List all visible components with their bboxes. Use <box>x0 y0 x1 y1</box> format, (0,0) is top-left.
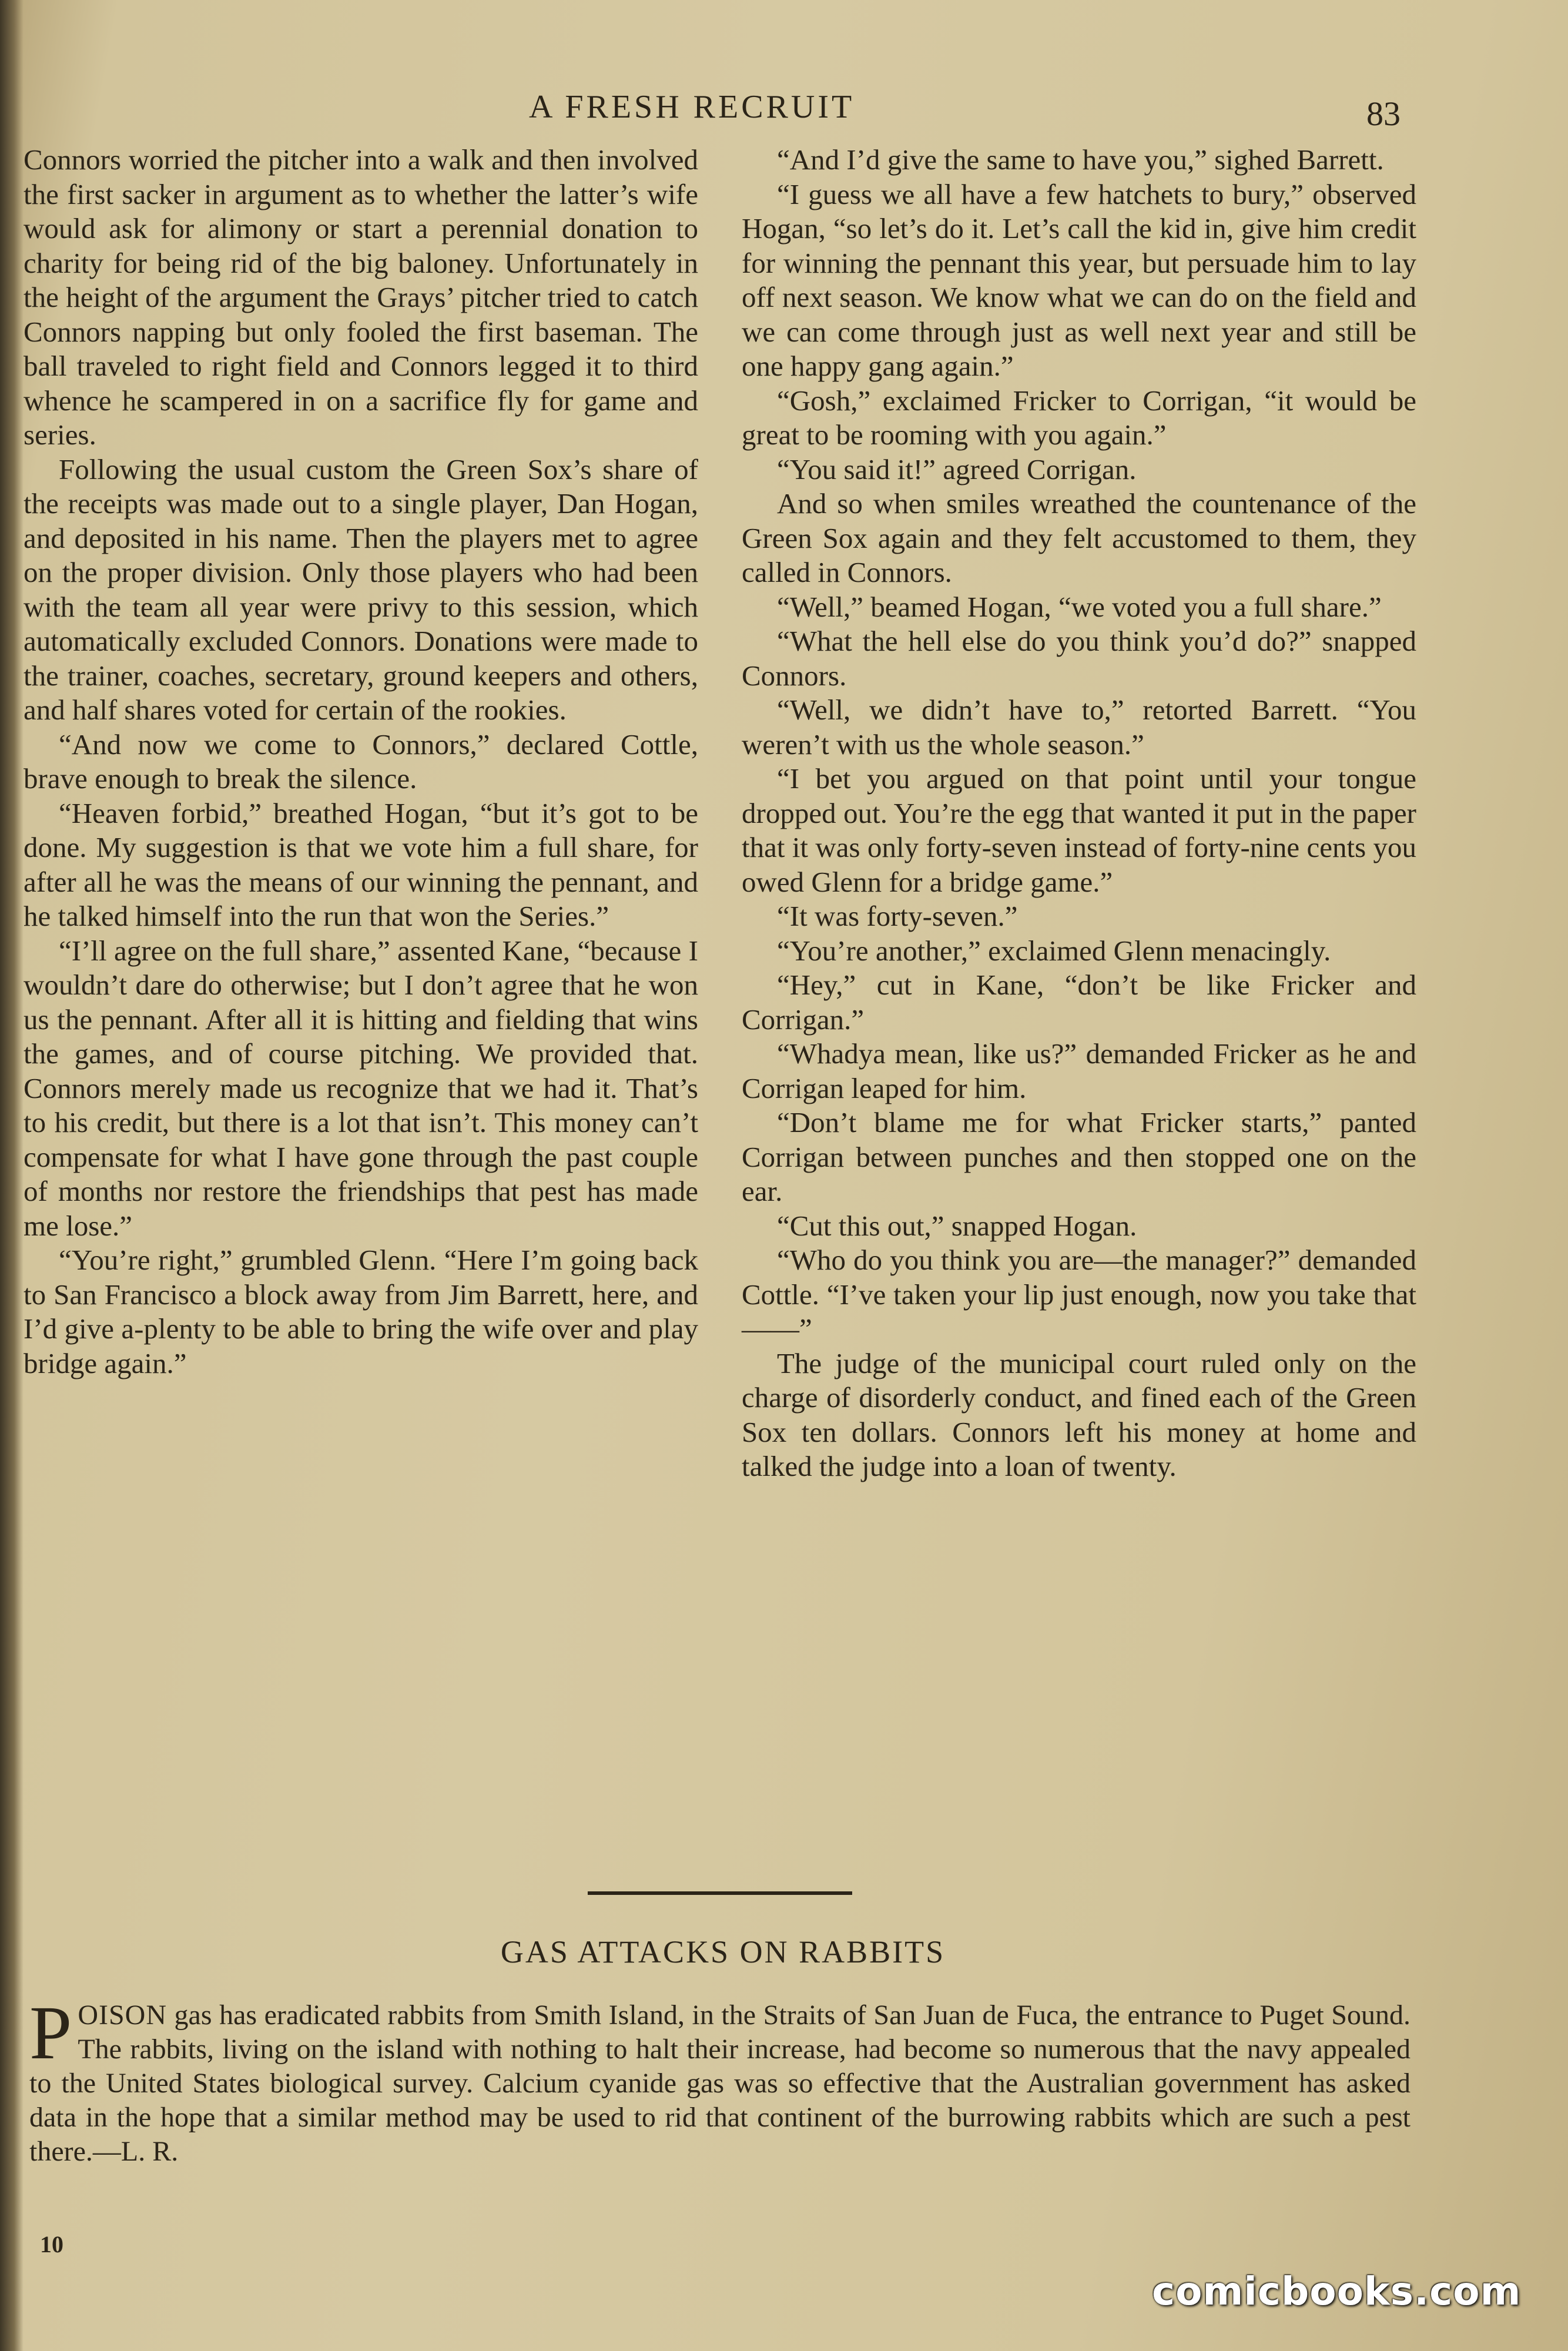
paragraph: “Cut this out,” snapped Hogan. <box>777 1209 1137 1242</box>
paragraph: “And I’d give the same to have you,” sighed Barrett. <box>777 143 1384 176</box>
article-title: GAS ATTACKS ON RABBITS <box>500 1934 946 1970</box>
page-number: 83 <box>1366 95 1401 133</box>
paragraph: Connors worried the pitcher into a walk and then involved the first sacker in argument as to whether the latter’s wife would ask for alimony or start a perennial donation to charity for being rid of the big baloney. Unfortunately in the height of the argument the Grays’ pitcher tried to catch Connors napping but only fooled the first baseman. The ball traveled to right field and Connors legged it to third whence he scampered in on a sacrifice fly for game and series. <box>24 143 698 451</box>
drop-cap: P <box>29 1991 72 2075</box>
article-text: gas has eradicated rabbits from Smith Island, in the Straits of San Juan de Fuca, the entrance to Puget Sound. The rabbits, living on the island with nothing to halt their increase, had become so numerous that the navy appealed to the United States biological survey. Calcium cyanide gas was so effective that the Australian government has asked data in the hope that a similar method may be used to rid that continent of the burrowing rabbits which are such a pest there.—L. R. <box>29 2000 1410 2167</box>
lead-in: OISON <box>78 2000 167 2031</box>
paragraph: “And now we come to Connors,” declared Cottle, brave enough to break the silence. <box>24 728 698 795</box>
paragraph: “Don’t blame me for what Fricker starts,” panted Corrigan between punches and then stopped one on the ear. <box>742 1106 1416 1207</box>
binding-shadow <box>0 0 24 2351</box>
story-title: A FRESH RECRUIT <box>529 89 855 125</box>
watermark: comicbooks.com <box>1152 2269 1522 2314</box>
article-body <box>29 1991 1410 2169</box>
paragraph: “What the hell else do you think you’d do?” snapped Connors. <box>742 625 1416 692</box>
paragraph: “Who do you think you are—the manager?” demanded Cottle. “I’ve taken your lip just enough, now you take that——” <box>742 1244 1416 1345</box>
paragraph: “Well, we didn’t have to,” retorted Barrett. “You weren’t with us the whole season.” <box>742 694 1416 761</box>
right-column <box>742 143 1416 1484</box>
paragraph: “I’ll agree on the full share,” assented Kane, “because I wouldn’t dare do otherwise; but I don’t agree that he won us the pennant. After all it is hitting and fielding that wins the games, and of course pitching. We provided that. Connors merely made us recognize that we had it. That’s to his credit, but there is a lot that isn’t. This money can’t compensate for what I have gone through the past couple of months nor restore the friendships that pest has made me lose.” <box>24 934 698 1242</box>
folio-mark: 10 <box>40 2231 63 2258</box>
paragraph: “Hey,” cut in Kane, “don’t be like Fricker and Corrigan.” <box>742 969 1416 1036</box>
paragraph: “It was forty-seven.” <box>777 900 1018 932</box>
paragraph: The judge of the municipal court ruled only on the charge of disorderly conduct, and fined each of the Green Sox ten dollars. Connors left his money at home and talked the judge into a loan of twenty. <box>742 1347 1416 1482</box>
paragraph: “You said it!” agreed Corrigan. <box>777 453 1137 485</box>
section-divider <box>588 1891 852 1895</box>
paragraph: “I bet you argued on that point until your tongue dropped out. You’re the egg that wanted it put in the paper that it was only forty-seven instead of forty-nine cents you owed Glenn for a bridge game.” <box>742 762 1416 898</box>
paragraph: “You’re another,” exclaimed Glenn menacingly. <box>777 934 1331 967</box>
paragraph: “Well,” beamed Hogan, “we voted you a full share.” <box>777 590 1382 623</box>
paragraph: “Whadya mean, like us?” demanded Fricker as he and Corrigan leaped for him. <box>742 1037 1416 1104</box>
left-column <box>24 143 698 1381</box>
paragraph: “Gosh,” exclaimed Fricker to Corrigan, “it would be great to be rooming with you again.” <box>742 384 1416 451</box>
paragraph: And so when smiles wreathed the countenance of the Green Sox again and they felt accustomed to them, they called in Connors. <box>742 487 1416 588</box>
paragraph: “I guess we all have a few hatchets to bury,” observed Hogan, “so let’s do it. Let’s call the kid in, give him credit for winning the pennant this year, but persuade him to lay off next season. We know what we can do on the field and we can come through just as well next year and still be one happy gang again.” <box>742 178 1416 382</box>
paragraph: Following the usual custom the Green Sox’s share of the receipts was made out to a single player, Dan Hogan, and deposited in his name. Then the players met to agree on the proper division. Only those players who had been with the team all year were privy to this session, which automatically excluded Connors. Donations were made to the trainer, coaches, secretary, ground keepers and others, and half shares voted for certain of the rookies. <box>24 453 698 726</box>
paragraph: “You’re right,” grumbled Glenn. “Here I’m going back to San Francisco a block away from Jim Barrett, here, and I’d give a-plenty to be able to bring the wife over and play bridge again.” <box>24 1244 698 1379</box>
paragraph: “Heaven forbid,” breathed Hogan, “but it’s got to be done. My suggestion is that we vote him a full share, for after all he was the means of our winning the pennant, and he talked himself into the run that won the Series.” <box>24 796 698 932</box>
running-head <box>0 88 1568 133</box>
